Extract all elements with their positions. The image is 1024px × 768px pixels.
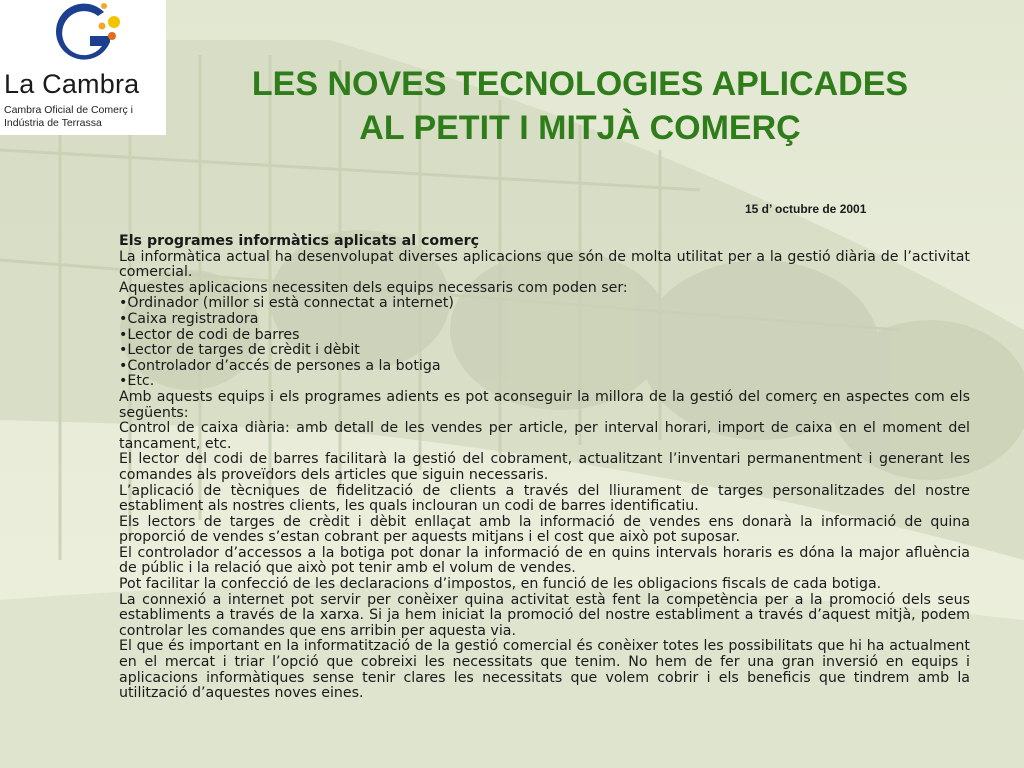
equipment-intro: Aquestes aplicacions necessiten dels equips necessaris com poden ser: <box>119 279 628 296</box>
page-title: LES NOVES TECNOLOGIES APLICADES AL PETIT I MITJÀ COMERÇ <box>251 65 909 147</box>
logo-subtitle-line-1: Cambra Oficial de Comerç i <box>4 104 133 116</box>
equipment-item: • Caixa registradora <box>119 312 970 328</box>
body-paragraph: Amb aquests equips i els programes adients es pot aconseguir la millora de la gestió del comerç en aspectes com els següents: <box>119 388 970 421</box>
la-cambra-logo-icon <box>52 2 124 66</box>
section-heading: Els programes informàtics aplicats al comerç <box>119 233 479 249</box>
intro-paragraph: La informàtica actual ha desenvolupat diverses aplicacions que són de molta utilitat per a la gestió diària de l’activitat comercial. <box>119 248 970 281</box>
body-paragraph: Pot facilitar la confecció de les declaracions d’impostos, en funció de les obligacions fiscals de cada botiga. <box>119 576 882 593</box>
logo-subtitle <box>4 104 133 130</box>
main-content <box>119 234 970 702</box>
equipment-item: • Ordinador (millor si està connectat a internet) <box>119 296 970 312</box>
body-paragraph: El controlador d’accessos a la botiga pot donar la informació de en quins intervals horaris es dóna la major afluència de públic i la relació que això pot tenir amb el volum de vendes. <box>119 544 970 577</box>
body-paragraph: L’aplicació de tècniques de fidelització de clients a través del lliurament de targes personalitzades del nostre establiment als nostres clients, les quals inclouran un codi de barres identificatiu. <box>119 482 970 515</box>
equipment-item: • Lector de targes de crèdit i dèbit <box>119 343 970 359</box>
equipment-list <box>119 296 970 390</box>
equipment-item: • Etc. <box>119 374 970 390</box>
presentation-date: 15 d’ octubre de 2001 <box>745 202 867 216</box>
body-paragraph: Control de caixa diària: amb detall de les vendes per article, per interval horari, import de caixa en el moment del tancament, etc. <box>119 420 970 452</box>
chamber-logo <box>0 0 166 135</box>
equipment-item: • Lector de codi de barres <box>119 328 970 344</box>
logo-subtitle-line-2: Indústria de Terrassa <box>4 117 102 129</box>
logo-name: La Cambra <box>4 69 140 99</box>
body-paragraph: La connexió a internet pot servir per conèixer quina activitat està fent la competència per a la promoció dels seus establiments a través de la xarxa. Si ja hem iniciat la promoció del nostre establiment a través d’aquest mitjà, podem controlar les comandes que ens arribin per aquesta via. <box>119 591 970 639</box>
body-paragraph: Els lectors de targes de crèdit i dèbit enllaçat amb la informació de vendes ens donarà la informació de quina proporció de vendes s’estan cobrant per aquests mitjans i el cost que això pot suposar. <box>119 513 970 546</box>
body-paragraph: El lector del codi de barres facilitarà la gestió del cobrament, actualitzant l’inventari permanentment i generant les comandes als proveïdors dels articles que siguin necessaris. <box>119 451 970 483</box>
body-paragraph: El que és important en la informatització de la gestió comercial és conèixer totes les possibilitats que hi ha actualment en el mercat i triar l’opció que cobreixi les necessitats que tenim. No hem de fer una gran inversió en equips i aplicacions informàtiques sense tenir clares les necessitats que volem cobrir i els beneficis que tindrem amb la utilització d’aquestes noves eines. <box>119 638 970 702</box>
equipment-item: • Controlador d’accés de persones a la botiga <box>119 359 970 375</box>
